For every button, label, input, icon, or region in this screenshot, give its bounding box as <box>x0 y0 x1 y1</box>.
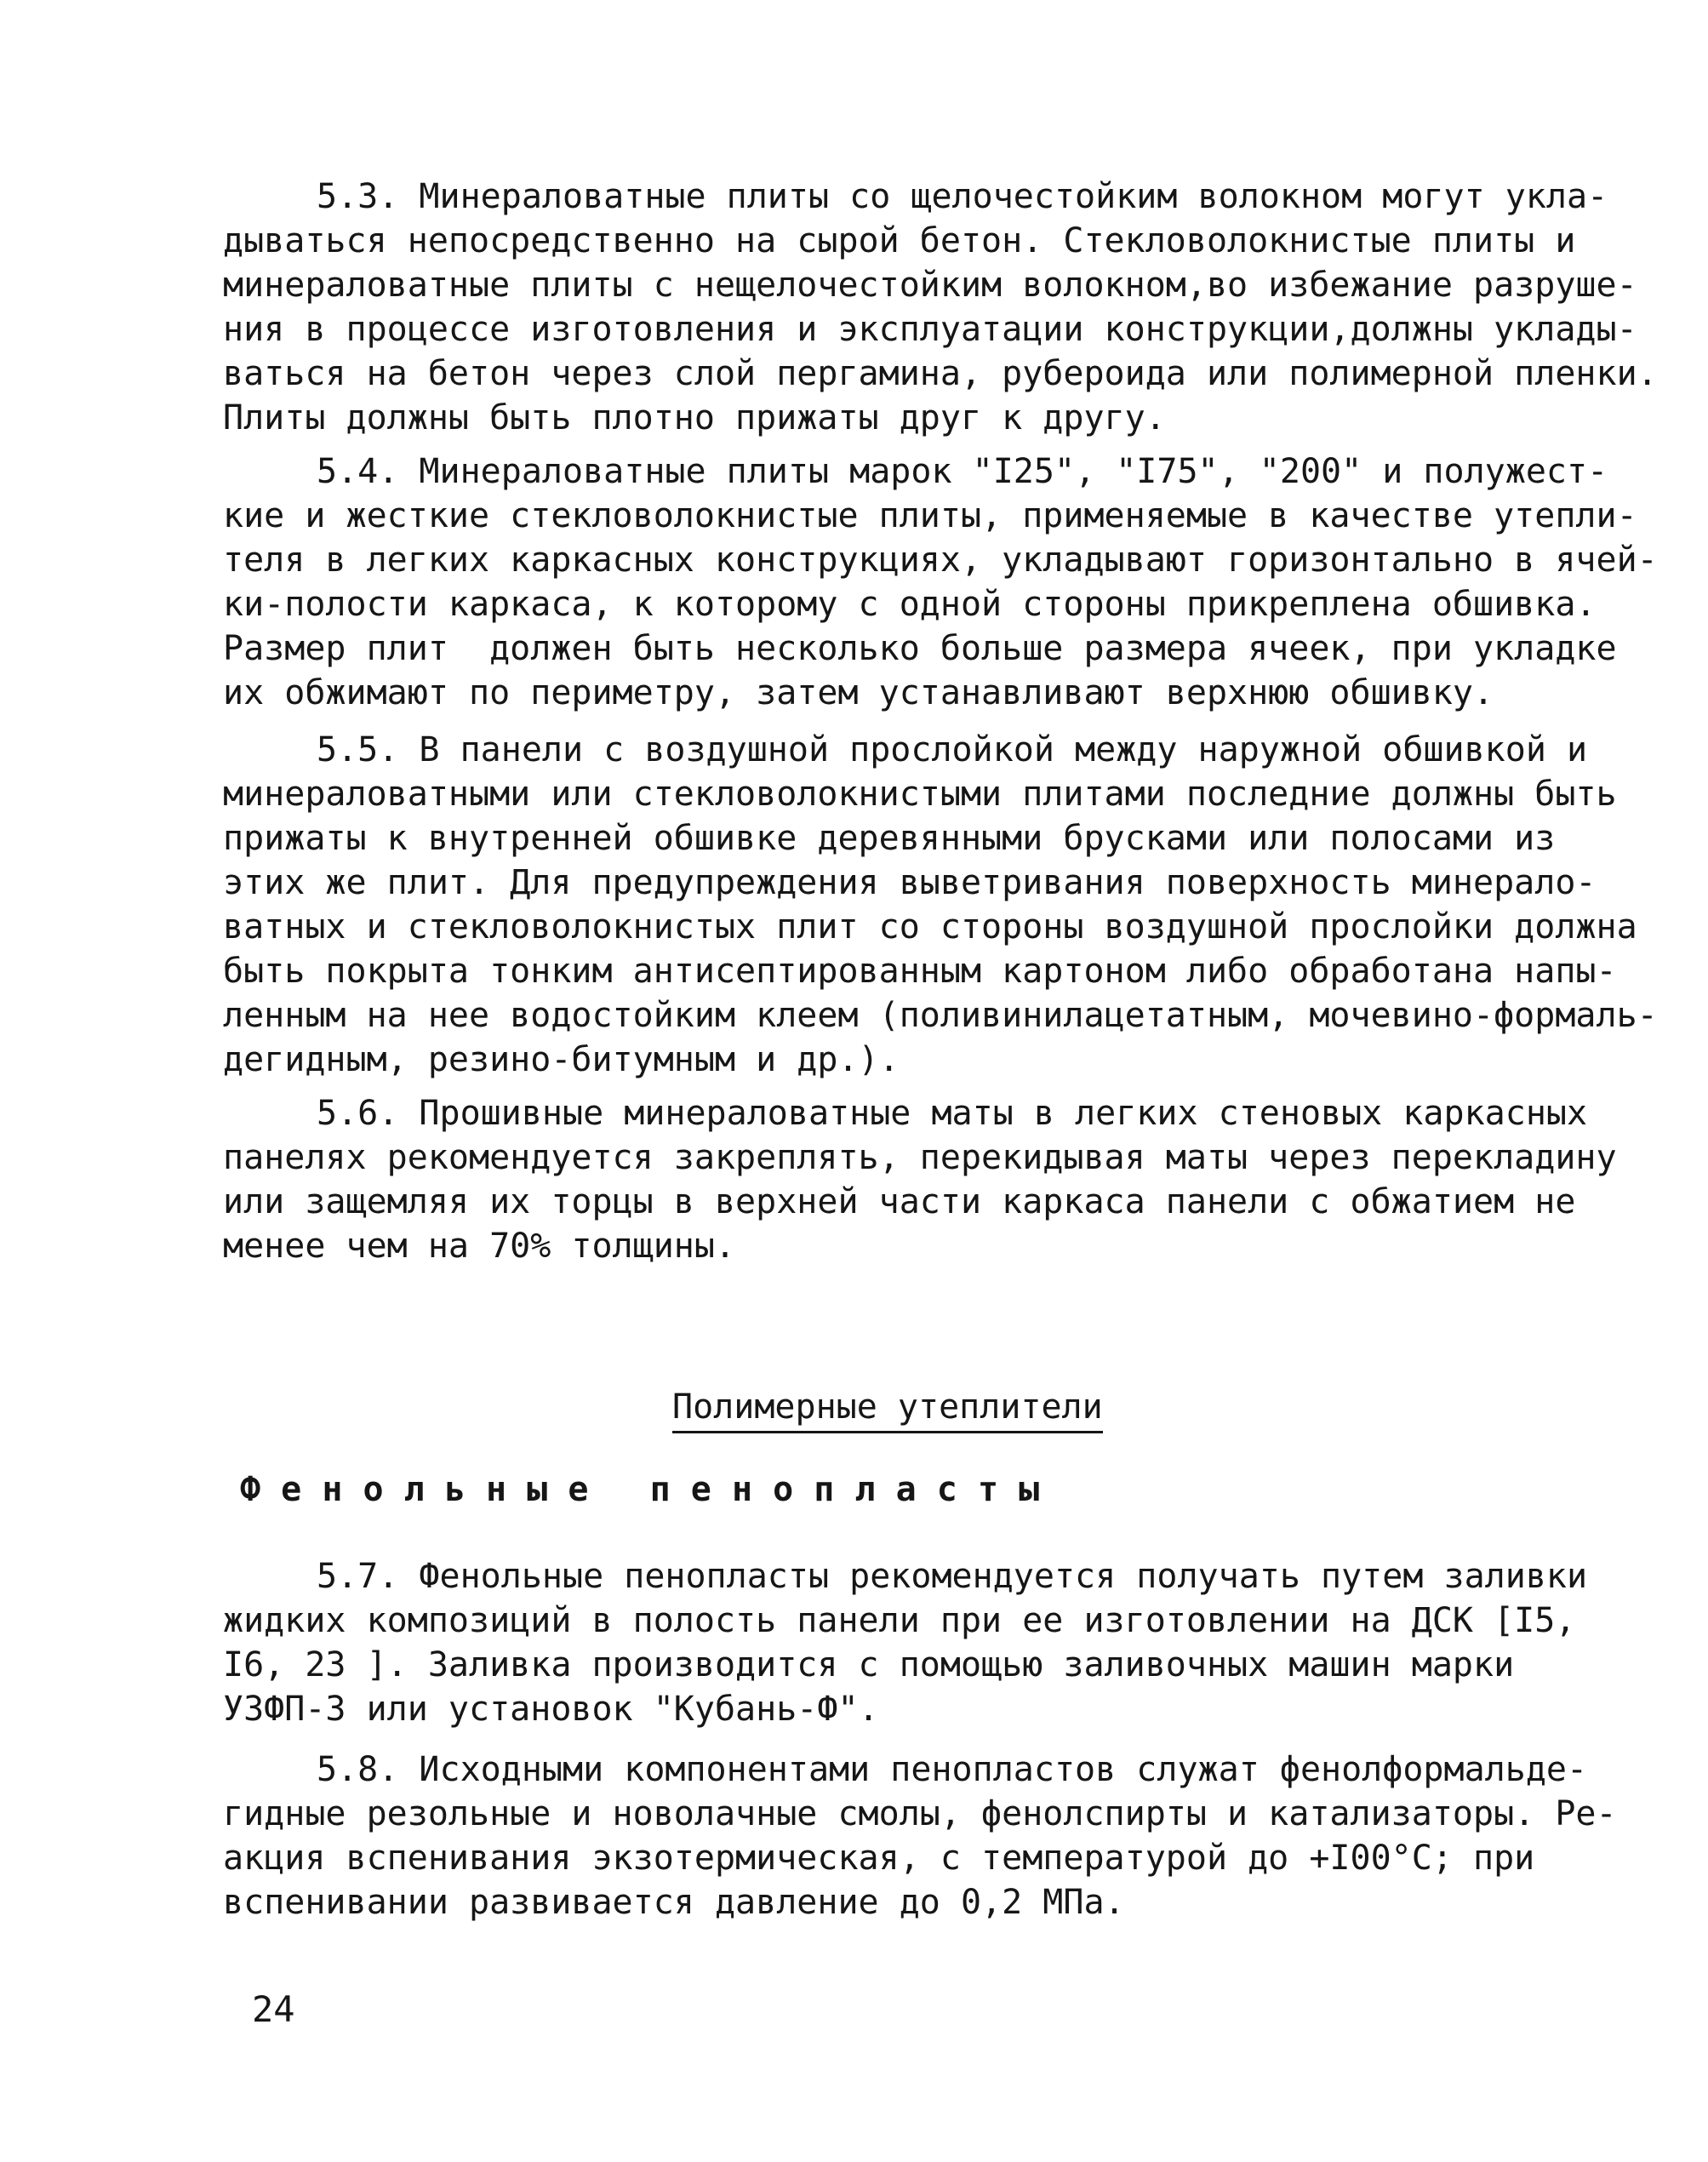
paragraph-5-7-line: I6, 23 ]. Заливка производится с помощью заливочных машин марки <box>223 1645 1515 1684</box>
paragraph-5-7-line: жидких композиций в полость панели при ее изготовлении на ДСК [I5, <box>223 1601 1576 1640</box>
paragraph-5-4-line: их обжимают по периметру, затем устанавливают верхнюю обшивку. <box>223 673 1494 712</box>
paragraph-5-3-line: ваться на бетон через слой пергамина, рубероида или полимерной пленки. <box>223 354 1658 393</box>
paragraph-5-5-line: прижаты к внутренней обшивке деревянными брусками или полосами из <box>223 819 1556 858</box>
paragraph-5-5-line: ватных и стекловолокнистых плит со стороны воздушной прослойки должна <box>223 907 1637 947</box>
paragraph-5-8-line: 5.8. Исходными компонентами пенопластов служат фенолформальде- <box>317 1750 1588 1789</box>
paragraph-5-5-line: дегидным, резино-битумным и др.). <box>223 1040 900 1079</box>
paragraph-5-4-line: теля в легких каркасных конструкциях, укладывают горизонтально в ячей- <box>223 540 1658 580</box>
paragraph-5-8-line: гидные резольные и новолачные смолы, фенолспирты и катализаторы. Ре- <box>223 1794 1617 1833</box>
paragraph-5-4-line: ки-полости каркаса, к которому с одной стороны прикреплена обшивка. <box>223 585 1597 624</box>
paragraph-5-3-line: Плиты должны быть плотно прижаты друг к другу. <box>223 398 1166 438</box>
paragraph-5-6-line: или защемляя их торцы в верхней части каркаса панели с обжатием не <box>223 1182 1576 1221</box>
paragraph-5-5-line: этих же плит. Для предупреждения выветривания поверхность минерало- <box>223 863 1597 902</box>
paragraph-5-5-line: ленным на нее водостойким клеем (поливинилацетатным, мочевино-формаль- <box>223 996 1658 1035</box>
paragraph-5-4-line: Размер плит должен быть несколько больше размера ячеек, при укладке <box>223 629 1617 668</box>
paragraph-5-5-line: минераловатными или стекловолокнистыми плитами последние должны быть <box>223 775 1617 814</box>
paragraph-5-5-line: 5.5. В панели с воздушной прослойкой между наружной обшивкой и <box>317 730 1588 769</box>
section-heading: Полимерные утеплители <box>672 1385 1103 1433</box>
paragraph-5-5-line: быть покрыта тонким антисептированным картоном либо обработана напы- <box>223 952 1617 991</box>
paragraph-5-8-line: акция вспенивания экзотермическая, с температурой до +I00°C; при <box>223 1839 1535 1878</box>
subsection-heading: Ф е н о л ь н ы е п е н о п л а с т ы <box>240 1470 1040 1509</box>
page-number: 24 <box>252 1988 295 2030</box>
paragraph-5-7-line: УЗФП-3 или установок "Кубань-Ф". <box>223 1690 879 1729</box>
paragraph-5-7-line: 5.7. Фенольные пенопласты рекомендуется получать путем заливки <box>317 1557 1588 1596</box>
paragraph-5-3-line: ния в процессе изготовления и эксплуатации конструкции,должны уклады- <box>223 310 1637 349</box>
paragraph-5-6-line: панелях рекомендуется закреплять, перекидывая маты через перекладину <box>223 1138 1617 1177</box>
paragraph-5-3-line: 5.3. Минераловатные плиты со щелочестойким волокном могут укла- <box>317 177 1608 216</box>
paragraph-5-3-line: минераловатные плиты с нещелочестойким волокном,во избежание разруше- <box>223 266 1637 305</box>
paragraph-5-8-line: вспенивании развивается давление до 0,2 МПа. <box>223 1883 1125 1922</box>
paragraph-5-4-line: 5.4. Минераловатные плиты марок "I25", "I75", "200" и полужест- <box>317 452 1608 491</box>
paragraph-5-6-line: менее чем на 70% толщины. <box>223 1227 736 1266</box>
paragraph-5-3-line: дываться непосредственно на сырой бетон. Стекловолокнистые плиты и <box>223 221 1576 260</box>
paragraph-5-6-line: 5.6. Прошивные минераловатные маты в легких стеновых каркасных <box>317 1094 1588 1133</box>
paragraph-5-4-line: кие и жесткие стекловолокнистые плиты, применяемые в качестве утепли- <box>223 496 1637 535</box>
